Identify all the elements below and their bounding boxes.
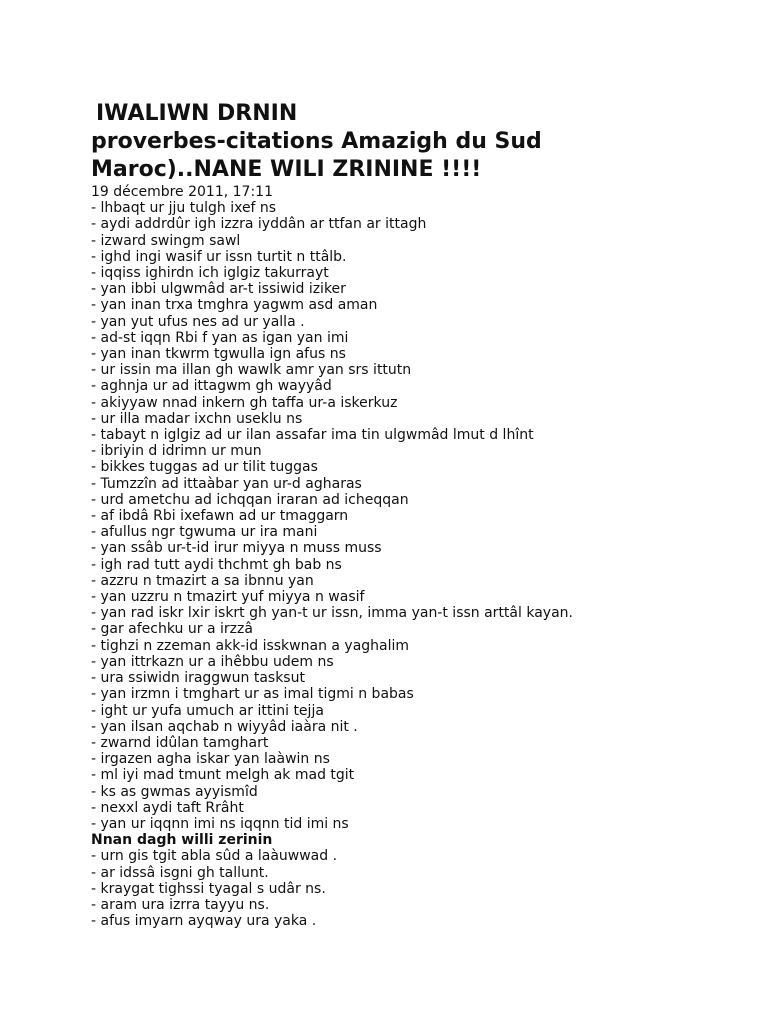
list-item: - yan irzmn i tmghart ur as imal tigmi n babas	[91, 686, 414, 703]
list-item: - azzru n tmazirt a sa ibnnu yan	[91, 572, 314, 589]
list-item: - aghnja ur ad ittagwm gh wayyâd	[91, 378, 332, 395]
list-item: - ur issin ma illan gh wawlk amr yan srs ittutn	[91, 362, 412, 379]
list-item: - yan ilsan aqchab n wiyyâd iaàra nit .	[91, 718, 358, 735]
list-item: - yan ssâb ur-t-id irur miyya n muss muss	[91, 540, 382, 557]
section-subheading: Nnan dagh willi zerinin	[91, 832, 273, 849]
list-item: - izward swingm sawl	[91, 232, 241, 249]
list-item: - ight ur yufa umuch ar ittini tejja	[91, 702, 324, 719]
list-item: - ur illa madar ixchn useklu ns	[91, 410, 303, 427]
list-item: - yan inan tkwrm tgwulla ign afus ns	[91, 346, 346, 363]
proverb-list	[91, 200, 741, 832]
list-item: - lhbaqt ur jju tulgh ixef ns	[91, 200, 277, 217]
list-item: - yan ibbi ulgwmâd ar-t issiwid iziker	[91, 281, 346, 298]
list-item: - ighd ingi wasif ur issn turtit n ttâlb.	[91, 248, 347, 265]
document-title	[91, 100, 741, 184]
list-item: - afullus ngr tgwuma ur ira mani	[91, 524, 318, 541]
list-item: - tighzi n zzeman akk-id isskwnan a yaghalim	[91, 637, 410, 654]
title-line-1: IWALIWN DRNIN	[96, 101, 298, 126]
list-item: - aydi addrdûr igh izzra iyddân ar ttfan ar ittagh	[91, 216, 427, 233]
title-line-3: Maroc)..NANE WILI ZRININE !!!!	[91, 157, 482, 182]
list-item: - urd ametchu ad ichqqan iraran ad icheqqan	[91, 491, 409, 508]
list-item: - bikkes tuggas ad ur tilit tuggas	[91, 459, 318, 476]
list-item: - tabayt n iglgiz ad ur ilan assafar ima tin ulgwmâd lmut d lhînt	[91, 427, 534, 444]
list-item: - yan ittrkazn ur a ihêbbu udem ns	[91, 653, 334, 670]
list-item: - ad-st iqqn Rbi f yan as igan yan imi	[91, 329, 349, 346]
list-item: - iqqiss ighirdn ich iglgiz takurrayt	[91, 265, 329, 282]
list-item: - ura ssiwidn iraggwun tasksut	[91, 670, 305, 687]
list-item: - nexxl aydi taft Rrâht	[91, 799, 244, 816]
list-item: - yan uzzru n tmazirt yuf miyya n wasif	[91, 589, 365, 606]
list-item: - urn gis tgit abla sûd a laàuwwad .	[91, 848, 338, 865]
title-line-2: proverbes-citations Amazigh du Sud	[91, 129, 542, 154]
list-item: - Tumzzîn ad ittaàbar yan ur-d agharas	[91, 475, 362, 492]
list-item: - af ibdâ Rbi ixefawn ad ur tmaggarn	[91, 508, 349, 525]
document-page	[91, 100, 741, 929]
list-item: - ar idssâ isgni gh tallunt.	[91, 864, 269, 881]
list-item: - yan yut ufus nes ad ur yalla .	[91, 313, 305, 330]
publication-date: 19 décembre 2011, 17:11	[91, 184, 273, 200]
list-item: - afus imyarn ayqway ura yaka .	[91, 913, 317, 930]
list-item: - ks as gwmas ayyismîd	[91, 783, 258, 800]
list-item: - irgazen agha iskar yan laàwin ns	[91, 751, 330, 768]
list-item: - yan ur iqqnn imi ns iqqnn tid imi ns	[91, 815, 349, 832]
list-item: - gar afechku ur a irzzâ	[91, 621, 253, 638]
list-item: - aram ura izrra tayyu ns.	[91, 896, 270, 913]
saying-list	[91, 848, 741, 929]
list-item: - kraygat tighssi tyagal s udâr ns.	[91, 880, 326, 897]
list-item: - ibriyin d idrimn ur mun	[91, 443, 262, 460]
list-item: - igh rad tutt aydi thchmt gh bab ns	[91, 556, 342, 573]
list-item: - zwarnd idûlan tamghart	[91, 734, 269, 751]
list-item: - akiyyaw nnad inkern gh taffa ur-a iskerkuz	[91, 394, 398, 411]
list-item: - yan rad iskr lxir iskrt gh yan-t ur issn, imma yan-t issn arttâl kayan.	[91, 605, 573, 622]
list-item: - yan inan trxa tmghra yagwm asd aman	[91, 297, 378, 314]
list-item: - ml iyi mad tmunt melgh ak mad tgit	[91, 767, 355, 784]
